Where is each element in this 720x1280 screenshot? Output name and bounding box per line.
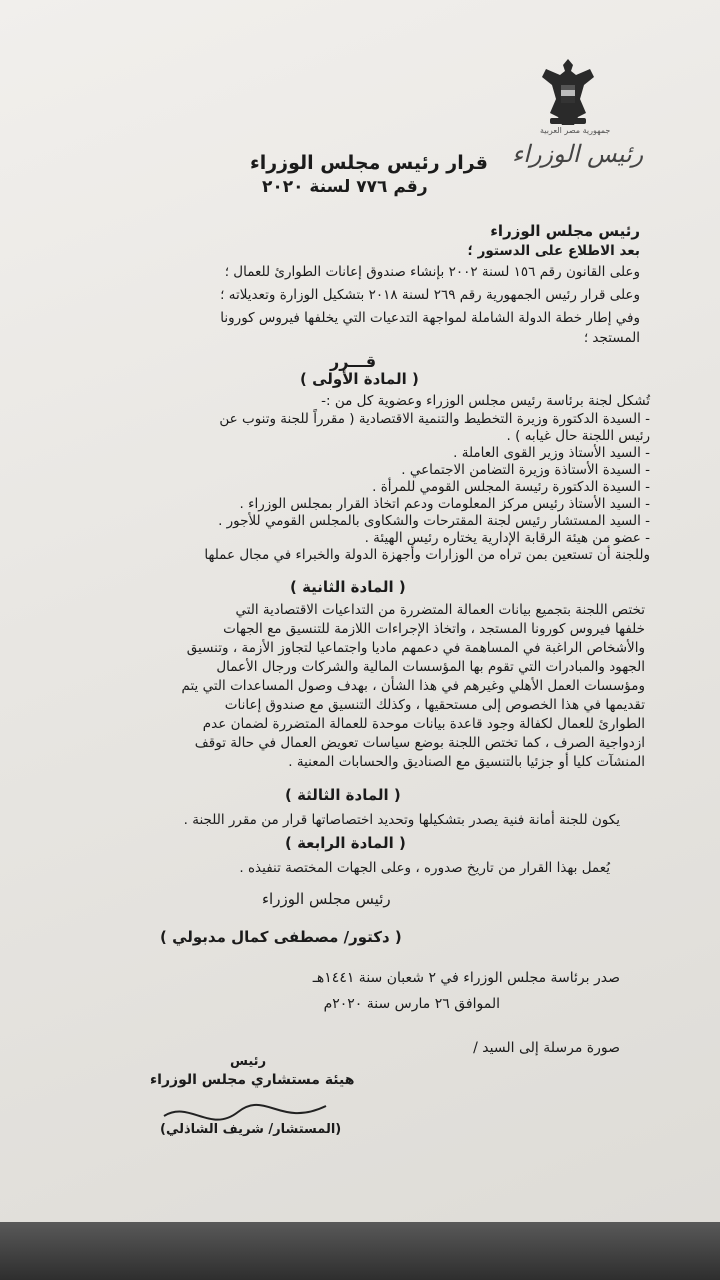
member-item: - السيدة الدكتورة وزيرة التخطيط والتنمية الاقتصادية ( مقرراً للجنة وتنوب عن [219,411,650,427]
article-1-intro: تُشكل لجنة برئاسة رئيس مجلس الوزراء وعضوية كل من :- [321,393,650,409]
article-2-line: الجهود والمبادرات التي تقوم بها المؤسسات المالية والشركات ورجال الأعمال [216,659,645,675]
article-2-line: ازدواجية الصرف ، كما تختص اللجنة بوضع سياسات تعويض العمال في حالة توقف [194,735,645,751]
article-1-closing: وللجنة أن تستعين بمن تراه من الوزارات وأجهزة الدولة والخبراء في مجال عملها [204,547,650,563]
background-surface [0,1222,720,1280]
article-2-line: تقديمها في هذا الخصوص إلى مستحقيها ، وكذلك التنسيق مع صندوق إعانات [224,697,645,713]
letterhead-logo: رئيس الوزراء [512,140,644,168]
article-2-heading: ( المادة الثانية ) [290,578,406,596]
member-item: رئيس اللجنة حال غيابه ) . [506,428,650,444]
member-item: - عضو من هيئة الرقابة الإدارية يختاره رئيس الهيئة . [364,530,650,546]
preamble-line: وفي إطار خطة الدولة الشاملة لمواجهة التدعيات التي يخلفها فيروس كورونا [220,310,640,326]
article-2-line: والأشخاص الراغبة في المساهمة في دعمهم ماديا واجتماعيا لتجاوز الأزمة ، وتنسيق [186,640,645,656]
issuance-date-gregorian: الموافق ٢٦ مارس سنة ٢٠٢٠م [323,996,500,1012]
article-2-line: ومؤسسات العمل الأهلي وغيرهم في هذا الشأن ، بهدف وصول المساعدات التي يتم [181,678,645,694]
recipient-name: (المستشار/ شريف الشاذلي) [160,1122,342,1137]
article-3-text: يكون للجنة أمانة فنية يصدر بتشكيلها وتحديد اختصاصاتها قرار من مقرر اللجنة . [183,812,620,828]
egypt-eagle-emblem-icon [540,55,596,129]
emblem-caption: جمهورية مصر العربية [540,126,611,135]
decision-word: قـــرر [330,352,377,371]
issuer-heading: رئيس مجلس الوزراء [490,222,640,240]
signatory-role: رئيس مجلس الوزراء [262,890,391,908]
member-item: - السيدة الأستاذة وزيرة التضامن الاجتماعي . [401,462,650,478]
member-item: - السيدة الدكتورة رئيسة المجلس القومي للمرأة . [372,479,650,495]
member-item: - السيد الأستاذ وزير القوى العاملة . [453,445,650,461]
recipient-body: هيئة مستشاري مجلس الوزراء [150,1072,355,1088]
preamble-line: وعلى قرار رئيس الجمهورية رقم ٢٦٩ لسنة ٢٠١٨ بتشكيل الوزارة وتعديلاته ؛ [220,287,640,303]
preamble-line: وعلى القانون رقم ١٥٦ لسنة ٢٠٠٢ بإنشاء صندوق إعانات الطوارئ للعمال ؛ [224,264,640,280]
article-2-line: الطوارئ للعمال لكفالة وجود قاعدة بيانات موحدة للعمالة المتضررة لضمان عدم [202,716,645,732]
member-item: - السيد الأستاذ رئيس مركز المعلومات ودعم اتخاذ القرار بمجلس الوزراء . [239,496,650,512]
preamble-constitution: بعد الاطلاع على الدستور ؛ [467,243,640,259]
preamble-line: المستجد ؛ [583,330,640,346]
issuance-date-hijri: صدر برئاسة مجلس الوزراء في ٢ شعبان سنة ١٤٤١هـ [312,970,620,986]
decree-number: رقم ٧٧٦ لسنة ٢٠٢٠ [262,177,428,197]
article-3-heading: ( المادة الثالثة ) [285,786,401,804]
article-2-line: المنشآت كليا أو جزئيا بالتنسيق مع الصناديق والحسابات المعنية . [288,754,645,770]
article-4-heading: ( المادة الرابعة ) [285,834,406,852]
member-item: - السيد المستشار رئيس لجنة المقترحات والشكاوى بالمجلس القومي للأجور . [218,513,650,529]
article-1-heading: ( المادة الأولى ) [300,370,419,388]
article-2-line: تختص اللجنة بتجميع بيانات العمالة المتضررة من التداعيات الاقتصادية التي [235,602,645,618]
recipient-title: رئيس [230,1054,267,1069]
signatory-name: ( دكتور/ مصطفى كمال مدبولي ) [160,928,402,946]
copy-to-line: صورة مرسلة إلى السيد / [473,1040,620,1056]
decree-title: قرار رئيس مجلس الوزراء [250,152,488,174]
article-4-text: يُعمل بهذا القرار من تاريخ صدوره ، وعلى الجهات المختصة تنفيذه . [239,860,610,876]
article-2-line: خلفها فيروس كورونا المستجد ، واتخاذ الإجراءات اللازمة للتنسيق مع الجهات [223,621,645,637]
